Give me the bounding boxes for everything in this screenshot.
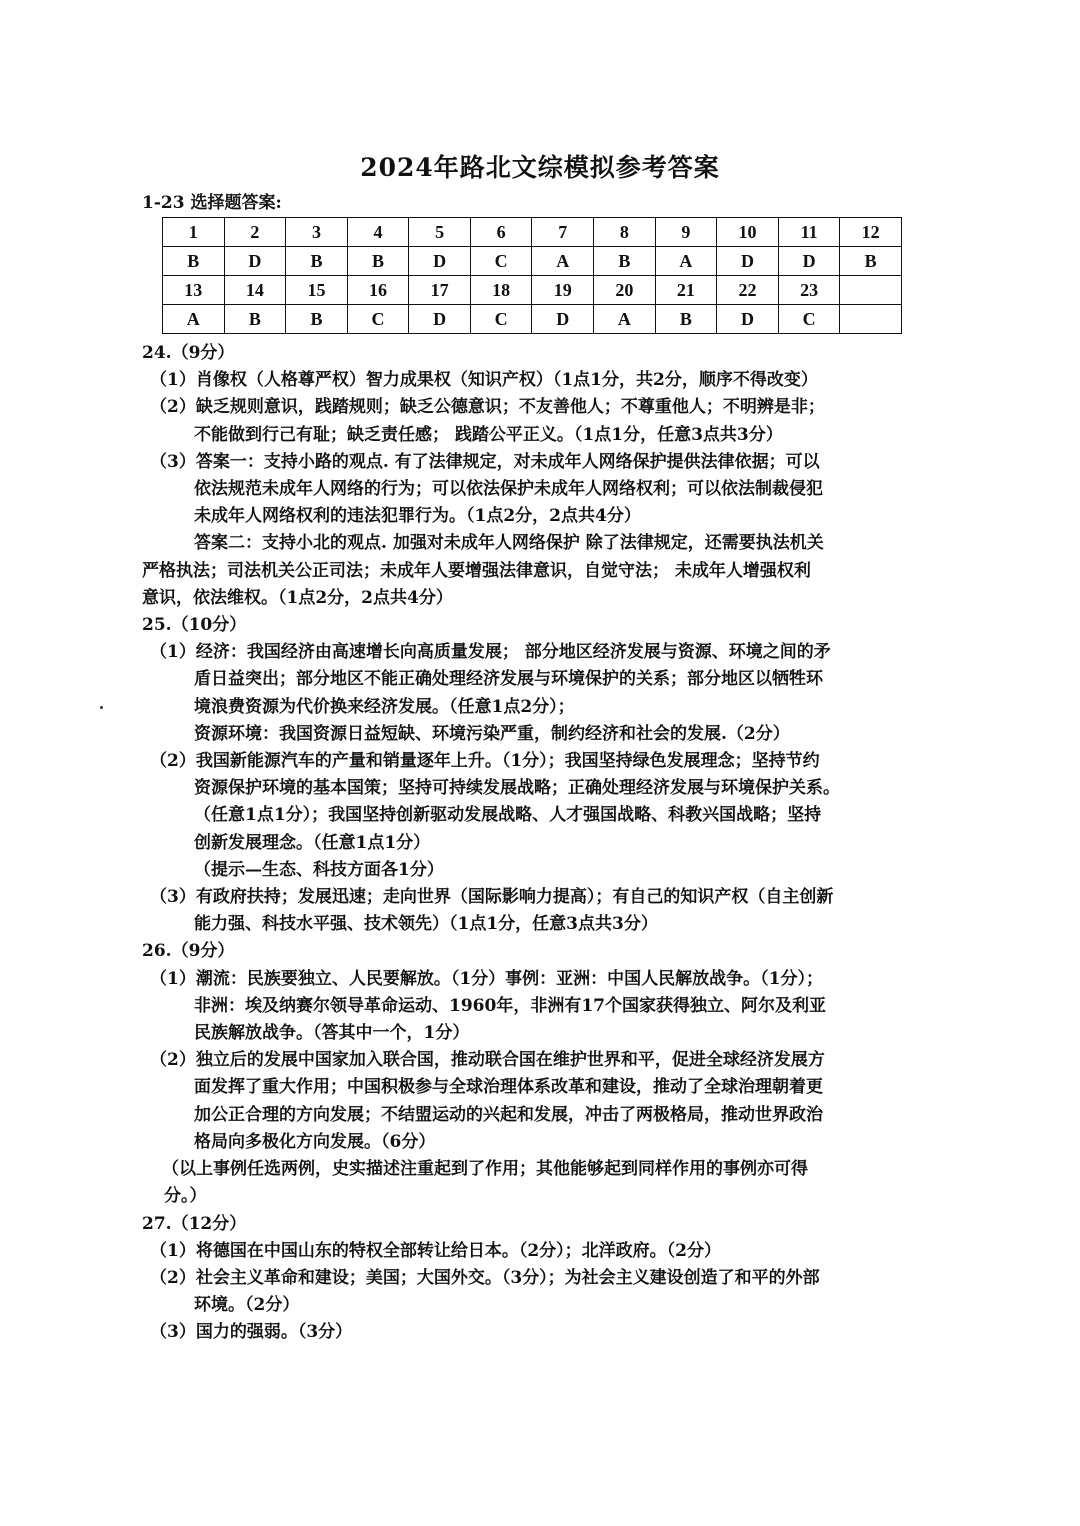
answer-line: 不能做到行己有耻；缺乏责任感； 践踏公平正义。（1点1分，任意3点共3分） xyxy=(194,424,783,445)
answer-line: 依法规范未成年人网络的行为；可以依法保护未成年人网络权利；可以依法制裁侵犯 xyxy=(194,479,823,500)
question-number-cell: 23 xyxy=(778,276,840,305)
answer-content xyxy=(142,340,912,1347)
answer-line: 民族解放战争。（答其中一个，1分） xyxy=(194,1023,470,1044)
question-number-cell: 9 xyxy=(655,218,717,247)
question-heading: 24.（9分） xyxy=(142,343,235,363)
answer-cell: C xyxy=(470,305,532,334)
question-number-cell: 2 xyxy=(224,218,286,247)
answer-line: （任意1点1分）；我国坚持创新驱动发展战略、人才强国战略、科教兴国战略；坚持 xyxy=(194,805,822,826)
answer-line: 环境。（2分） xyxy=(194,1295,300,1316)
answer-line: 境浪费资源为代价换来经济发展。（任意1点2分）； xyxy=(194,696,575,717)
answer-line: （3）有政府扶持；发展迅速；走向世界（国际影响力提高）；有自己的知识产权（自主创新 xyxy=(150,887,834,908)
question-number-cell: 8 xyxy=(594,218,656,247)
question-heading: 27.（12分） xyxy=(142,1213,247,1234)
answer-cell: B xyxy=(347,247,409,276)
answer-line: （提示—生态、科技方面各1分） xyxy=(194,859,444,880)
answer-cell: B xyxy=(163,247,225,276)
question-number-cell: 15 xyxy=(286,276,348,305)
answer-line: 盾日益突出；部分地区不能正确处理经济发展与环境保护的关系；部分地区以牺牲环 xyxy=(194,669,823,690)
question-number-cell: 21 xyxy=(655,276,717,305)
multiple-choice-answer-table xyxy=(162,217,902,334)
question-number-cell: 14 xyxy=(224,276,286,305)
answer-line: （1）肖像权（人格尊严权）智力成果权（知识产权）（1点1分，共2分，顺序不得改变） xyxy=(150,370,818,391)
answer-cell: A xyxy=(655,247,717,276)
question-number-cell: 12 xyxy=(840,218,902,247)
question-heading: 26.（9分） xyxy=(142,941,235,962)
question-number-cell: 17 xyxy=(409,276,471,305)
question-number-cell: 11 xyxy=(778,218,840,247)
answer-cell: B xyxy=(594,247,656,276)
answer-line: 意识，依法维权。（1点2分，2点共4分） xyxy=(142,587,453,608)
answer-line: 资源保护环境的基本国策；坚持可持续发展战略；正确处理经济发展与环境保护关系。 xyxy=(194,778,840,799)
answer-cell: D xyxy=(224,247,286,276)
answer-line: （3）国力的强弱。（3分） xyxy=(150,1322,353,1343)
answer-row xyxy=(163,305,902,334)
answer-cell: C xyxy=(347,305,409,334)
answer-line: 能力强、科技水平强、技术领先）（1点1分，任意3点共3分） xyxy=(194,914,658,935)
question-number-cell: 13 xyxy=(163,276,225,305)
question-number-cell: 6 xyxy=(470,218,532,247)
question-number-cell: 5 xyxy=(409,218,471,247)
question-heading: 25.（10分） xyxy=(142,615,247,636)
answer-line: （2）独立后的发展中国家加入联合国，推动联合国在维护世界和平，促进全球经济发展方 xyxy=(150,1050,825,1071)
answer-line: 非洲：埃及纳赛尔领导革命运动、1960年，非洲有17个国家获得独立、阿尔及利亚 xyxy=(194,995,826,1016)
answer-line: 严格执法；司法机关公正司法；未成年人要增强法律意识，自觉守法； 未成年人增强权利 xyxy=(142,560,811,581)
question-number-cell: 10 xyxy=(717,218,779,247)
answer-cell: D xyxy=(409,247,471,276)
question-number-cell xyxy=(840,276,902,305)
answer-line: （1）将德国在中国山东的特权全部转让给日本。（2分）；北洋政府。（2分） xyxy=(150,1240,721,1261)
answer-cell: C xyxy=(470,247,532,276)
answer-cell: D xyxy=(409,305,471,334)
answer-cell: A xyxy=(163,305,225,334)
answer-cell: B xyxy=(224,305,286,334)
answer-cell: D xyxy=(532,305,594,334)
question-number-cell: 18 xyxy=(470,276,532,305)
answer-line: 分。） xyxy=(164,1186,207,1207)
answer-cell: D xyxy=(717,247,779,276)
answer-line: 创新发展理念。（任意1点1分） xyxy=(194,832,431,853)
question-number-row xyxy=(163,218,902,247)
page-title: 2024年路北文综模拟参考答案 xyxy=(360,153,720,182)
answer-cell: D xyxy=(717,305,779,334)
answer-line: （1）潮流：民族要独立、人民要解放。（1分）事例：亚洲：中国人民解放战争。（1分）； xyxy=(150,968,823,989)
answer-line: （1）经济：我国经济由高速增长向高质量发展； 部分地区经济发展与资源、环境之间的矛 xyxy=(150,642,831,663)
answer-line: 答案二：支持小北的观点. 加强对未成年人网络保护 除了法律规定，还需要执法机关 xyxy=(194,533,824,554)
answer-cell: B xyxy=(655,305,717,334)
question-number-cell: 20 xyxy=(594,276,656,305)
scan-speck xyxy=(100,706,103,709)
question-number-cell: 7 xyxy=(532,218,594,247)
answer-line: 面发挥了重大作用；中国积极参与全球治理体系改革和建设，推动了全球治理朝着更 xyxy=(194,1077,823,1098)
multiple-choice-label: 1-23 选择题答案: xyxy=(142,193,282,213)
question-number-cell: 3 xyxy=(286,218,348,247)
answer-line: 资源环境：我国资源日益短缺、环境污染严重，制约经济和社会的发展.（2分） xyxy=(194,723,790,744)
answer-cell: D xyxy=(778,247,840,276)
question-number-row xyxy=(163,276,902,305)
answer-line: （2）缺乏规则意识，践踏规则；缺乏公德意识；不友善他人；不尊重他人；不明辨是非； xyxy=(150,397,825,418)
question-number-cell: 22 xyxy=(717,276,779,305)
answer-cell: B xyxy=(286,305,348,334)
answer-cell: B xyxy=(286,247,348,276)
answer-line: 未成年人网络权利的违法犯罪行为。（1点2分，2点共4分） xyxy=(194,506,641,527)
answer-cell: C xyxy=(778,305,840,334)
question-number-cell: 4 xyxy=(347,218,409,247)
answer-row xyxy=(163,247,902,276)
question-number-cell: 1 xyxy=(163,218,225,247)
answer-line: （以上事例任选两例，史实描述注重起到了作用；其他能够起到同样作用的事例亦可得 xyxy=(162,1159,808,1180)
answer-line: 格局向多极化方向发展。（6分） xyxy=(194,1131,436,1152)
answer-line: （2）我国新能源汽车的产量和销量逐年上升。（1分）；我国坚持绿色发展理念；坚持节约 xyxy=(150,751,820,772)
answer-line: （3）答案一：支持小路的观点. 有了法律规定，对未成年人网络保护提供法律依据；可以 xyxy=(150,451,820,472)
answer-cell: A xyxy=(532,247,594,276)
answer-cell: A xyxy=(594,305,656,334)
question-number-cell: 16 xyxy=(347,276,409,305)
answer-line: （2）社会主义革命和建设；美国；大国外交。（3分）；为社会主义建设创造了和平的外部 xyxy=(150,1267,820,1288)
question-number-cell: 19 xyxy=(532,276,594,305)
answer-cell xyxy=(840,305,902,334)
answer-cell: B xyxy=(840,247,902,276)
answer-line: 加公正合理的方向发展；不结盟运动的兴起和发展，冲击了两极格局，推动世界政治 xyxy=(194,1104,823,1125)
